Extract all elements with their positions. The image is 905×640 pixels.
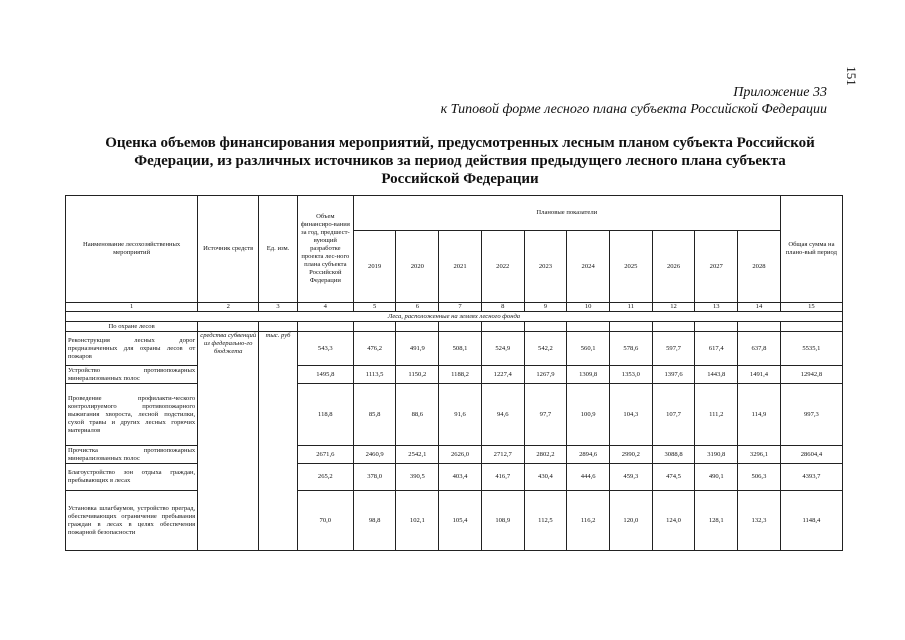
year-value: 2712,7 bbox=[481, 446, 524, 464]
appendix-reference: к Типовой форме лесного плана субъекта Российской Федерации bbox=[440, 102, 827, 117]
year-value: 524,9 bbox=[481, 332, 524, 366]
year-value: 112,5 bbox=[524, 491, 567, 551]
year-value: 2542,1 bbox=[396, 446, 439, 464]
year-value: 128,1 bbox=[695, 491, 738, 551]
header-year: 2028 bbox=[738, 231, 781, 303]
year-value: 120,0 bbox=[610, 491, 653, 551]
year-value: 132,3 bbox=[738, 491, 781, 551]
year-value: 490,1 bbox=[695, 464, 738, 491]
year-value: 378,0 bbox=[353, 464, 396, 491]
header-total: Общая сумма на плано-вый период bbox=[780, 196, 842, 303]
year-value: 390,5 bbox=[396, 464, 439, 491]
header-year: 2021 bbox=[439, 231, 482, 303]
volume-value: 2671,6 bbox=[297, 446, 353, 464]
year-value: 97,7 bbox=[524, 384, 567, 446]
header-year: 2026 bbox=[652, 231, 695, 303]
year-value: 560,1 bbox=[567, 332, 610, 366]
column-number: 13 bbox=[695, 303, 738, 312]
title-line-3: Российской Федерации bbox=[381, 171, 539, 187]
document-title bbox=[70, 134, 850, 188]
year-value: 114,9 bbox=[738, 384, 781, 446]
total-value: 12942,8 bbox=[780, 366, 842, 384]
year-value: 2460,9 bbox=[353, 446, 396, 464]
header-planned: Плановые показатели bbox=[353, 196, 780, 231]
financing-table bbox=[65, 195, 843, 551]
page-number: 151 bbox=[844, 66, 859, 86]
total-value: 28604,4 bbox=[780, 446, 842, 464]
year-value: 116,2 bbox=[567, 491, 610, 551]
year-value: 3296,1 bbox=[738, 446, 781, 464]
year-value: 85,8 bbox=[353, 384, 396, 446]
year-value: 542,2 bbox=[524, 332, 567, 366]
year-value: 508,1 bbox=[439, 332, 482, 366]
year-value: 1397,6 bbox=[652, 366, 695, 384]
header-year: 2023 bbox=[524, 231, 567, 303]
year-value: 108,9 bbox=[481, 491, 524, 551]
column-number: 12 bbox=[652, 303, 695, 312]
year-value: 2802,2 bbox=[524, 446, 567, 464]
header-year: 2027 bbox=[695, 231, 738, 303]
year-value: 1491,4 bbox=[738, 366, 781, 384]
table-row bbox=[66, 491, 843, 551]
activity-name: Прочистка противопожарных минерализованных полос bbox=[66, 446, 198, 464]
year-value: 3190,8 bbox=[695, 446, 738, 464]
year-value: 100,9 bbox=[567, 384, 610, 446]
column-number: 6 bbox=[396, 303, 439, 312]
column-number: 14 bbox=[738, 303, 781, 312]
column-number: 7 bbox=[439, 303, 482, 312]
table-row bbox=[66, 332, 843, 366]
year-value: 2626,0 bbox=[439, 446, 482, 464]
total-value: 997,3 bbox=[780, 384, 842, 446]
activity-name: Устройство противопожарных минерализованных полос bbox=[66, 366, 198, 384]
header-name: Наименование лесохозяйственных мероприятий bbox=[66, 196, 198, 303]
table-row bbox=[66, 446, 843, 464]
year-value: 416,7 bbox=[481, 464, 524, 491]
year-value: 111,2 bbox=[695, 384, 738, 446]
activity-name: Реконструкция лесных дорог предназначенных для охраны лесов от пожаров bbox=[66, 332, 198, 366]
header-unit: Ед. изм. bbox=[259, 196, 298, 303]
year-value: 107,7 bbox=[652, 384, 695, 446]
year-value: 2990,2 bbox=[610, 446, 653, 464]
title-line-2: Федерации, из различных источников за период действия предыдущего лесного плана субъекта bbox=[134, 153, 786, 169]
column-number: 10 bbox=[567, 303, 610, 312]
year-value: 617,4 bbox=[695, 332, 738, 366]
activity-name: Проведение профилакти-ческого контролируемого противопожарного выжигания хвороста, лесной подстилки, сухой травы и других лесных горючих материалов bbox=[66, 384, 198, 446]
group-label: По охране лесов bbox=[66, 322, 198, 332]
year-value: 506,3 bbox=[738, 464, 781, 491]
column-number: 9 bbox=[524, 303, 567, 312]
column-number: 1 bbox=[66, 303, 198, 312]
year-value: 491,9 bbox=[396, 332, 439, 366]
volume-value: 118,8 bbox=[297, 384, 353, 446]
table-row bbox=[66, 366, 843, 384]
year-value: 102,1 bbox=[396, 491, 439, 551]
column-number: 3 bbox=[259, 303, 298, 312]
header-year: 2019 bbox=[353, 231, 396, 303]
column-number: 8 bbox=[481, 303, 524, 312]
activity-name: Благоустройство зон отдыха граждан, пребывающих в лесах bbox=[66, 464, 198, 491]
year-value: 94,6 bbox=[481, 384, 524, 446]
volume-value: 1495,8 bbox=[297, 366, 353, 384]
year-value: 1227,4 bbox=[481, 366, 524, 384]
total-value: 4393,7 bbox=[780, 464, 842, 491]
funding-source: средства субвенций из федерально-го бюджета bbox=[198, 332, 259, 551]
total-value: 1148,4 bbox=[780, 491, 842, 551]
year-value: 3088,8 bbox=[652, 446, 695, 464]
year-value: 597,7 bbox=[652, 332, 695, 366]
total-value: 5535,1 bbox=[780, 332, 842, 366]
year-value: 1113,5 bbox=[353, 366, 396, 384]
header-year: 2022 bbox=[481, 231, 524, 303]
year-value: 474,5 bbox=[652, 464, 695, 491]
activity-name: Установка шлагбаумов, устройство преград, обеспечивающих ограничение пребывания граждан в лесах в целях обеспечения пожарной безопасности bbox=[66, 491, 198, 551]
year-value: 459,3 bbox=[610, 464, 653, 491]
year-value: 1267,9 bbox=[524, 366, 567, 384]
column-number: 4 bbox=[297, 303, 353, 312]
header-year: 2024 bbox=[567, 231, 610, 303]
appendix-number: Приложение 33 bbox=[733, 85, 827, 100]
year-value: 104,3 bbox=[610, 384, 653, 446]
year-value: 1150,2 bbox=[396, 366, 439, 384]
volume-value: 543,3 bbox=[297, 332, 353, 366]
year-value: 88,6 bbox=[396, 384, 439, 446]
year-value: 430,4 bbox=[524, 464, 567, 491]
year-value: 1353,0 bbox=[610, 366, 653, 384]
year-value: 444,6 bbox=[567, 464, 610, 491]
volume-value: 70,0 bbox=[297, 491, 353, 551]
year-value: 91,6 bbox=[439, 384, 482, 446]
header-volume: Объем финансиро-вания за год, предшест-вующий разработке проекта лес-ного плана субъекта Российской Федерации bbox=[297, 196, 353, 303]
column-number: 11 bbox=[610, 303, 653, 312]
column-number: 2 bbox=[198, 303, 259, 312]
table-row bbox=[66, 464, 843, 491]
year-value: 578,6 bbox=[610, 332, 653, 366]
year-value: 124,0 bbox=[652, 491, 695, 551]
section-label: Леса, расположенные на землях лесного фонда bbox=[66, 312, 843, 322]
year-value: 403,4 bbox=[439, 464, 482, 491]
year-value: 476,2 bbox=[353, 332, 396, 366]
table-row bbox=[66, 384, 843, 446]
year-value: 1309,8 bbox=[567, 366, 610, 384]
header-source: Источник средств bbox=[198, 196, 259, 303]
year-value: 1188,2 bbox=[439, 366, 482, 384]
header-year: 2020 bbox=[396, 231, 439, 303]
column-number: 5 bbox=[353, 303, 396, 312]
column-number: 15 bbox=[780, 303, 842, 312]
unit-of-measure: тыс. руб bbox=[259, 332, 298, 551]
appendix-note bbox=[441, 84, 827, 118]
title-line-1: Оценка объемов финансирования мероприятий, предусмотренных лесным планом субъекта Российской bbox=[105, 135, 815, 151]
year-value: 1443,8 bbox=[695, 366, 738, 384]
header-year: 2025 bbox=[610, 231, 653, 303]
volume-value: 265,2 bbox=[297, 464, 353, 491]
year-value: 2894,6 bbox=[567, 446, 610, 464]
year-value: 105,4 bbox=[439, 491, 482, 551]
year-value: 98,8 bbox=[353, 491, 396, 551]
year-value: 637,8 bbox=[738, 332, 781, 366]
